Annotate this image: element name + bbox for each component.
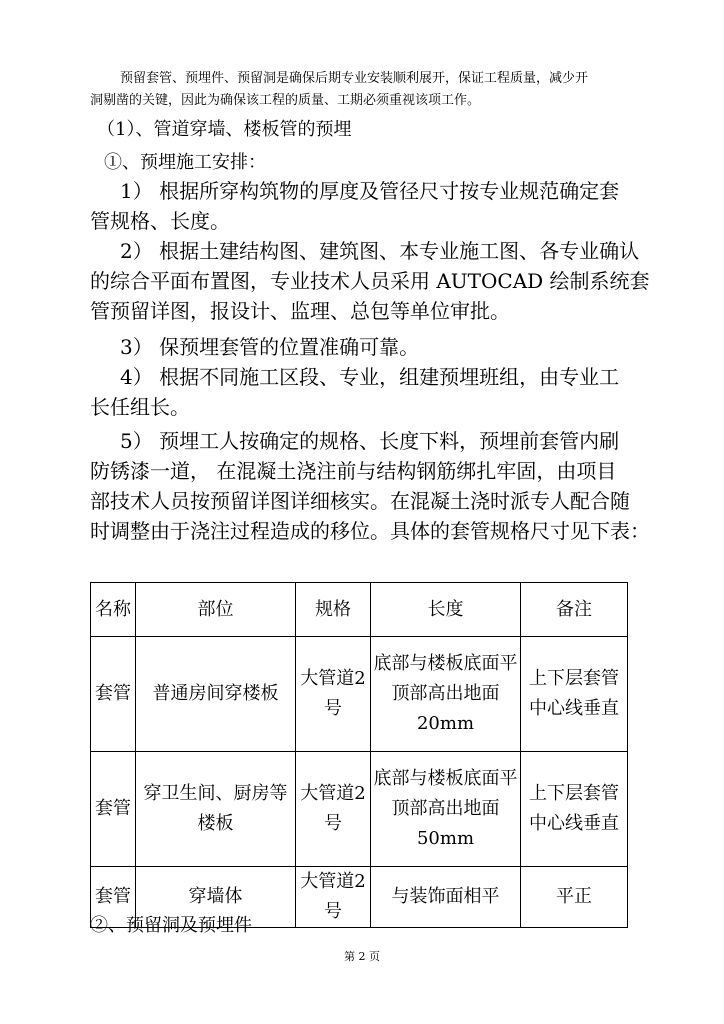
cell-spec: 大管道2号 — [296, 637, 371, 752]
item-5-line-2: 防锈漆一道， 在混凝土浇注前与结构钢筋绑扎牢固，由项目 — [90, 459, 617, 483]
item-1-line-2: 管规格、长度。 — [90, 209, 230, 233]
cell-length: 底部与楼板底面平 顶部高出地面20mm — [371, 637, 521, 752]
intro-line-2: 洞剔凿的关键，因此为确保该工程的质量、工期必须重视该项工作。 — [90, 93, 481, 108]
sleeve-spec-table — [90, 582, 628, 928]
item-3 — [90, 332, 660, 362]
item-4 — [90, 362, 660, 422]
header-note: 备注 — [521, 583, 628, 637]
item-5-line-3: 部技术人员按预留详图详细核实。在混凝土浇时派专人配合随 — [90, 489, 630, 513]
item-2-line-3: 管预留详图，报设计、监理、总包等单位审批。 — [90, 299, 510, 323]
section-heading-3: ②、预留洞及预埋件 — [90, 915, 252, 936]
header-length: 长度 — [371, 583, 521, 637]
intro-paragraph — [90, 68, 650, 112]
header-part: 部位 — [136, 583, 296, 637]
cell-note: 上下层套管中心线垂直 — [521, 637, 628, 752]
cell-length: 底部与楼板底面平 顶部高出地面50mm — [371, 752, 521, 867]
cell-part: 穿卫生间、厨房等楼板 — [136, 752, 296, 867]
section-heading-1: （1）、管道穿墙、楼板管的预埋 — [97, 119, 352, 140]
table-header-row — [91, 583, 628, 637]
cell-spec: 大管道2号 — [296, 867, 371, 928]
item-5-line-1: 5） 预埋工人按确定的规格、长度下料，预埋前套管内刷 — [120, 429, 620, 453]
intro-line-1: 预留套管、预埋件、预留洞是确保后期专业安装顺利展开，保证工程质量，减少开 — [120, 71, 589, 86]
cell-name: 套管 — [91, 752, 136, 867]
section-heading-2: ①、预埋施工安排： — [104, 152, 266, 173]
item-3-line-1: 3） 保预埋套管的位置准确可靠。 — [120, 335, 420, 359]
cell-part: 穿墙体 — [136, 867, 296, 928]
cell-part: 普通房间穿楼板 — [136, 637, 296, 752]
cell-length: 与装饰面相平 — [371, 867, 521, 928]
cell-spec: 大管道2号 — [296, 752, 371, 867]
item-5-line-4: 时调整由于浇注过程造成的移位。具体的套管规格尺寸见下表： — [90, 519, 650, 543]
cell-name: 套管 — [91, 867, 136, 928]
header-name: 名称 — [91, 583, 136, 637]
item-5 — [90, 426, 660, 546]
page-number: 第 2 页 — [344, 950, 380, 963]
table-row — [91, 752, 628, 867]
item-4-line-1: 4） 根据不同施工区段、专业，组建预埋班组，由专业工 — [120, 365, 620, 389]
item-4-line-2: 长任组长。 — [90, 395, 190, 419]
cell-name: 套管 — [91, 637, 136, 752]
table-row — [91, 637, 628, 752]
cell-note: 平正 — [521, 867, 628, 928]
item-1-line-1: 1） 根据所穿构筑物的厚度及管径尺寸按专业规范确定套 — [120, 179, 620, 203]
header-spec: 规格 — [296, 583, 371, 637]
item-2-line-2: 的综合平面布置图，专业技术人员采用 AUTOCAD 绘制系统套 — [90, 269, 650, 293]
item-1 — [90, 176, 660, 236]
cell-note: 上下层套管中心线垂直 — [521, 752, 628, 867]
item-2-line-1: 2） 根据土建结构图、建筑图、本专业施工图、各专业确认 — [120, 239, 640, 263]
item-2 — [90, 236, 660, 326]
